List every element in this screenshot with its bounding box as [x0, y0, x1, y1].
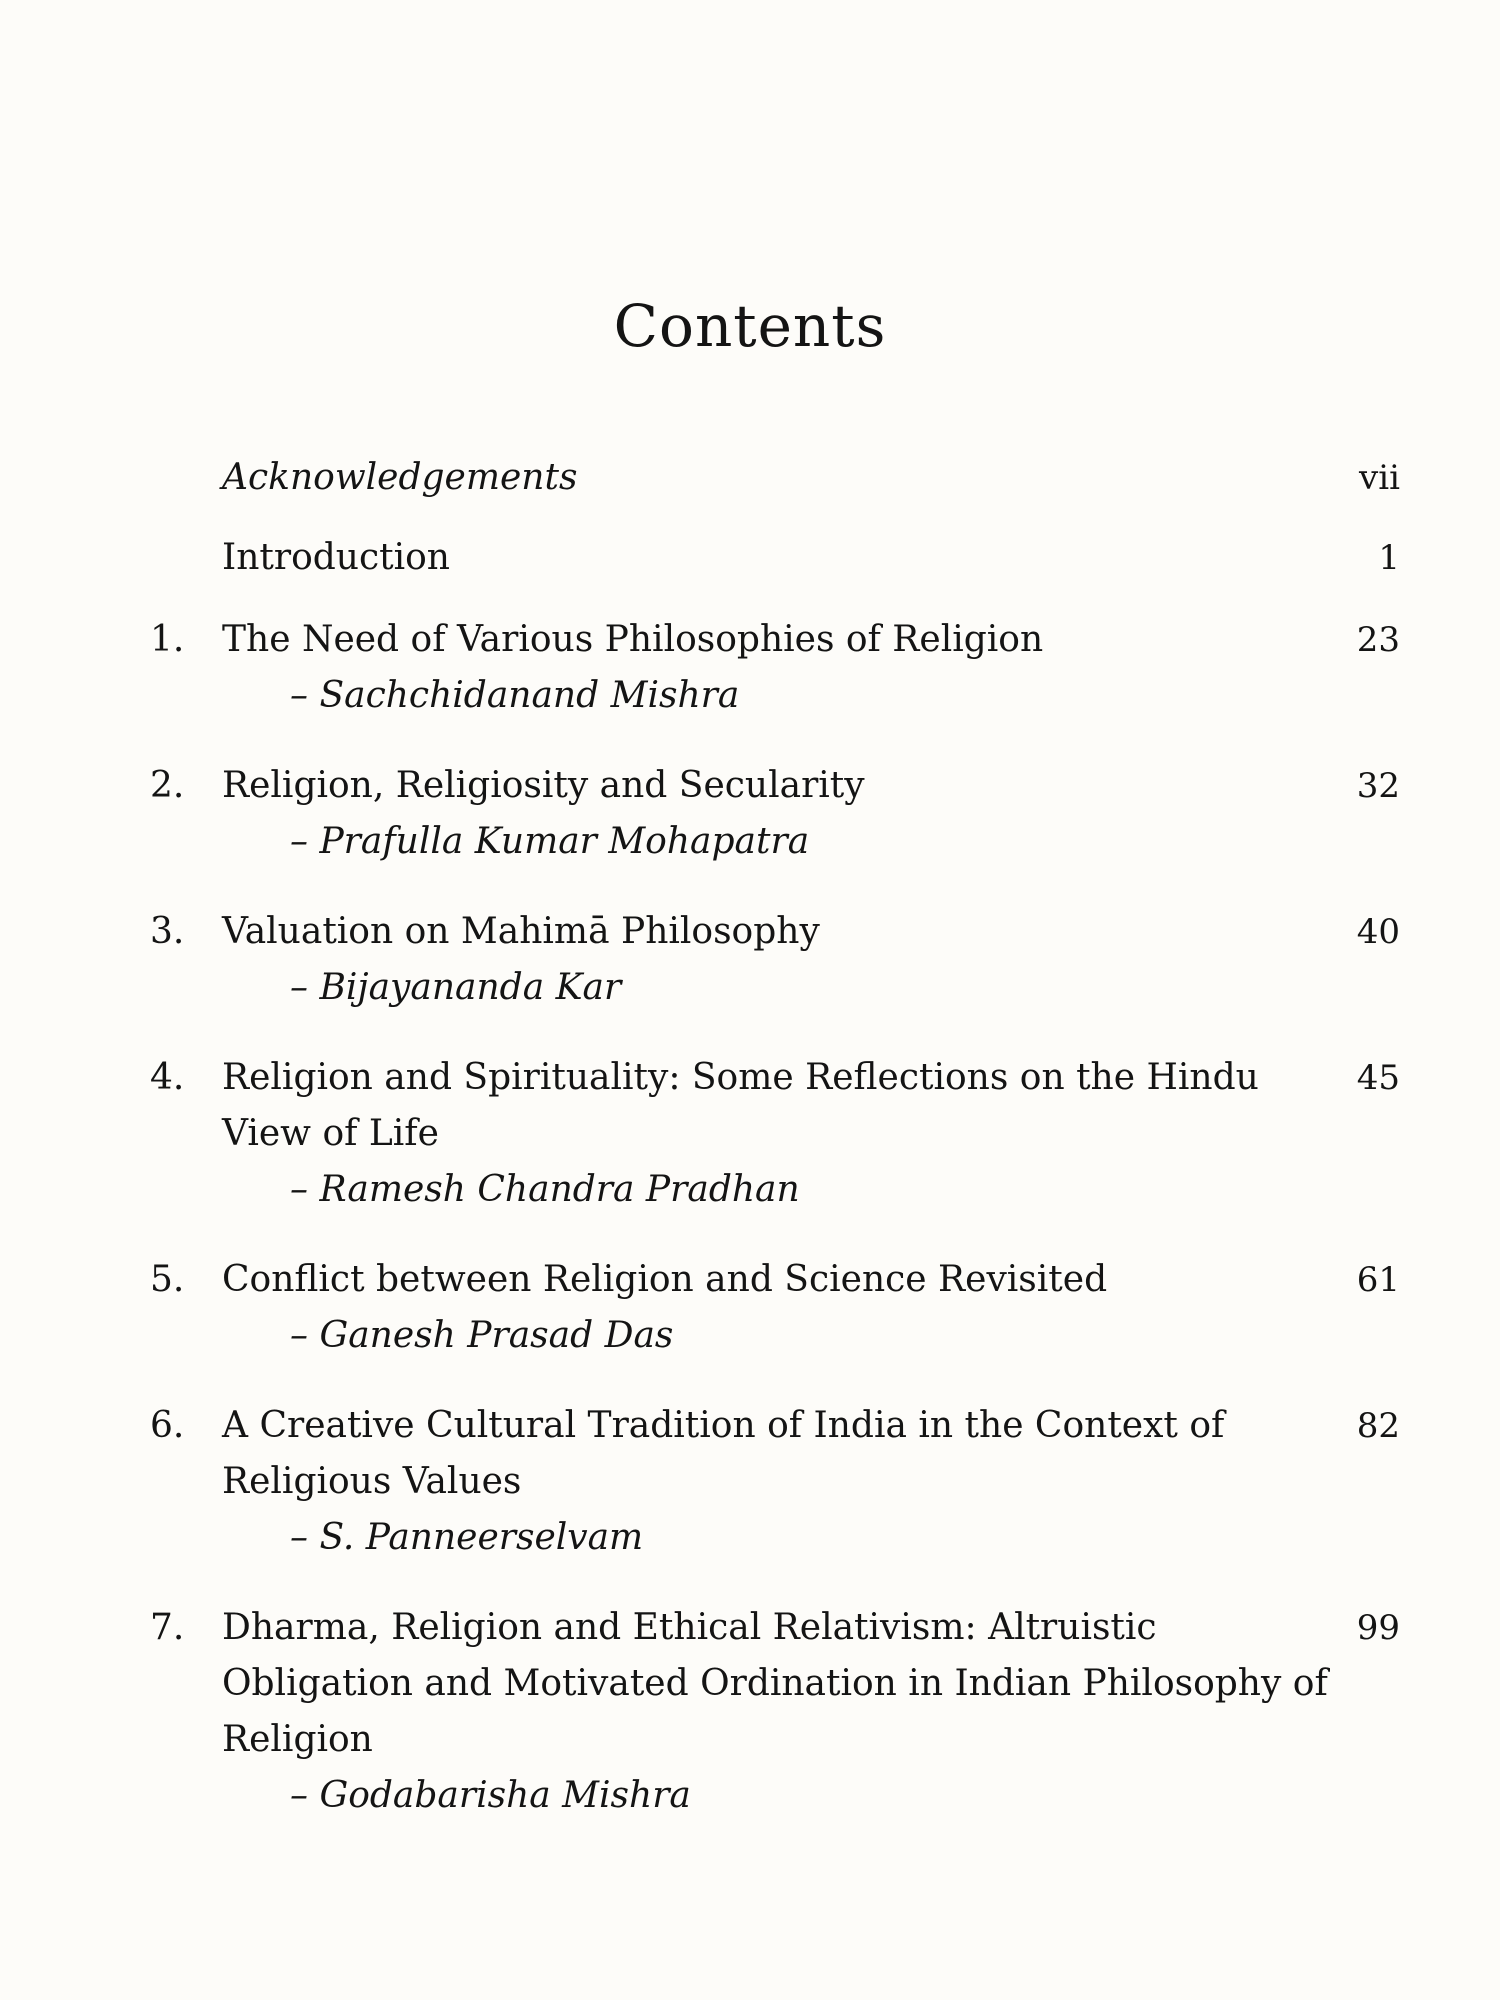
table-of-contents [150, 450, 1400, 1858]
entry-author: – Ganesh Prasad Das [290, 1315, 674, 1356]
toc-entry-chapter-2[interactable] [150, 758, 1400, 870]
entry-number: 3. [150, 911, 185, 952]
entry-page-number: 61 [1356, 1260, 1400, 1300]
entry-author: – Prafulla Kumar Mohapatra [290, 821, 810, 862]
toc-entry-chapter-7[interactable] [150, 1600, 1400, 1824]
entry-title: Religion, Religiosity and Secularity [222, 765, 865, 806]
entry-title: Dharma, Religion and Ethical Relativism: Altruistic Obligation and Motivated Ordination in Indian Philosophy of Religion [222, 1607, 1328, 1760]
entry-page-number: 23 [1356, 620, 1400, 660]
entry-title: Acknowledgements [222, 457, 578, 498]
entry-page-number: 99 [1356, 1608, 1400, 1648]
toc-entry-chapter-3[interactable] [150, 904, 1400, 1016]
toc-entry-chapter-5[interactable] [150, 1252, 1400, 1364]
entry-page-number: 45 [1356, 1058, 1400, 1098]
entry-author: – Ramesh Chandra Pradhan [290, 1169, 800, 1210]
entry-author: – S. Panneerselvam [290, 1517, 644, 1558]
entry-number: 5. [150, 1259, 185, 1300]
toc-entry-chapter-4[interactable] [150, 1050, 1400, 1218]
toc-entry-acknowledgements[interactable] [150, 450, 1400, 506]
entry-number: 2. [150, 765, 185, 806]
entry-number: 1. [150, 619, 185, 660]
entry-page-number: 82 [1356, 1406, 1400, 1446]
entry-title: A Creative Cultural Tradition of India in the Context of Religious Values [222, 1405, 1225, 1502]
entry-author: – Bijayananda Kar [290, 967, 622, 1008]
entry-title: Introduction [222, 537, 450, 578]
toc-entry-chapter-6[interactable] [150, 1398, 1400, 1566]
entry-title: Religion and Spirituality: Some Reflections on the Hindu View of Life [222, 1057, 1259, 1154]
entry-page-number: vii [1359, 458, 1400, 498]
toc-entry-introduction[interactable] [150, 530, 1400, 586]
entry-number: 6. [150, 1405, 185, 1446]
entry-title: The Need of Various Philosophies of Religion [222, 619, 1044, 660]
entry-title: Valuation on Mahimā Philosophy [222, 911, 820, 952]
entry-page-number: 32 [1356, 766, 1400, 806]
entry-page-number: 1 [1378, 538, 1400, 578]
entry-title: Conflict between Religion and Science Revisited [222, 1259, 1108, 1300]
page-title: Contents [613, 292, 887, 360]
entry-page-number: 40 [1356, 912, 1400, 952]
entry-author: – Sachchidanand Mishra [290, 675, 740, 716]
toc-entry-chapter-1[interactable] [150, 612, 1400, 724]
entry-number: 7. [150, 1607, 185, 1648]
entry-author: – Godabarisha Mishra [290, 1775, 691, 1816]
entry-number: 4. [150, 1057, 185, 1098]
